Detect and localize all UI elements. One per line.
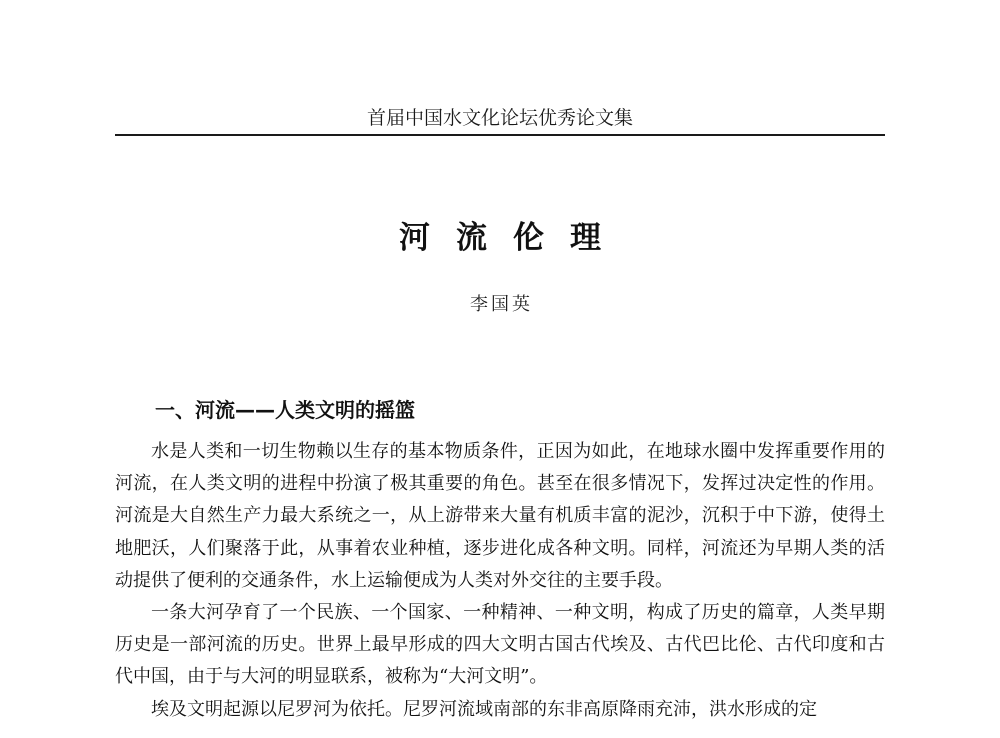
running-header: 首届中国水文化论坛优秀论文集 bbox=[366, 107, 633, 129]
article-title: 河流伦理 bbox=[399, 220, 627, 256]
paragraph: 水是人类和一切生物赖以生存的基本物质条件，正因为如此，在地球水圈中发挥重要作用的河流，在人类文明的进程中扮演了极其重要的角色。甚至在很多情况下，发挥过决定性的作用。河流是大自然生产力最大系统之一，从上游带来大量有机质丰富的泥沙，沉积于中下游，使得土地肥沃，人们聚落于此，从事着农业种植，逐步进化成各种文明。同样，河流还为早期人类的活动提供了便利的交通条件，水上运输便成为人类对外交往的主要手段。 bbox=[115, 441, 885, 591]
paragraph: 埃及文明起源以尼罗河为依托。尼罗河流域南部的东非高原降雨充沛，洪水形成的定 bbox=[151, 698, 817, 720]
section-heading: 一、河流——人类文明的摇篮 bbox=[155, 398, 415, 422]
author-name: 李国英 bbox=[470, 294, 533, 315]
paragraph: 一条大河孕育了一个民族、一个国家、一种精神、一种文明，构成了历史的篇章，人类早期历史是一部河流的历史。世界上最早形成的四大文明古国古代埃及、古代巴比伦、古代印度和古代中国，由于与大河的明显联系，被称为“大河文明”。 bbox=[115, 602, 885, 688]
header-rule bbox=[115, 134, 885, 136]
body-text bbox=[115, 436, 885, 726]
